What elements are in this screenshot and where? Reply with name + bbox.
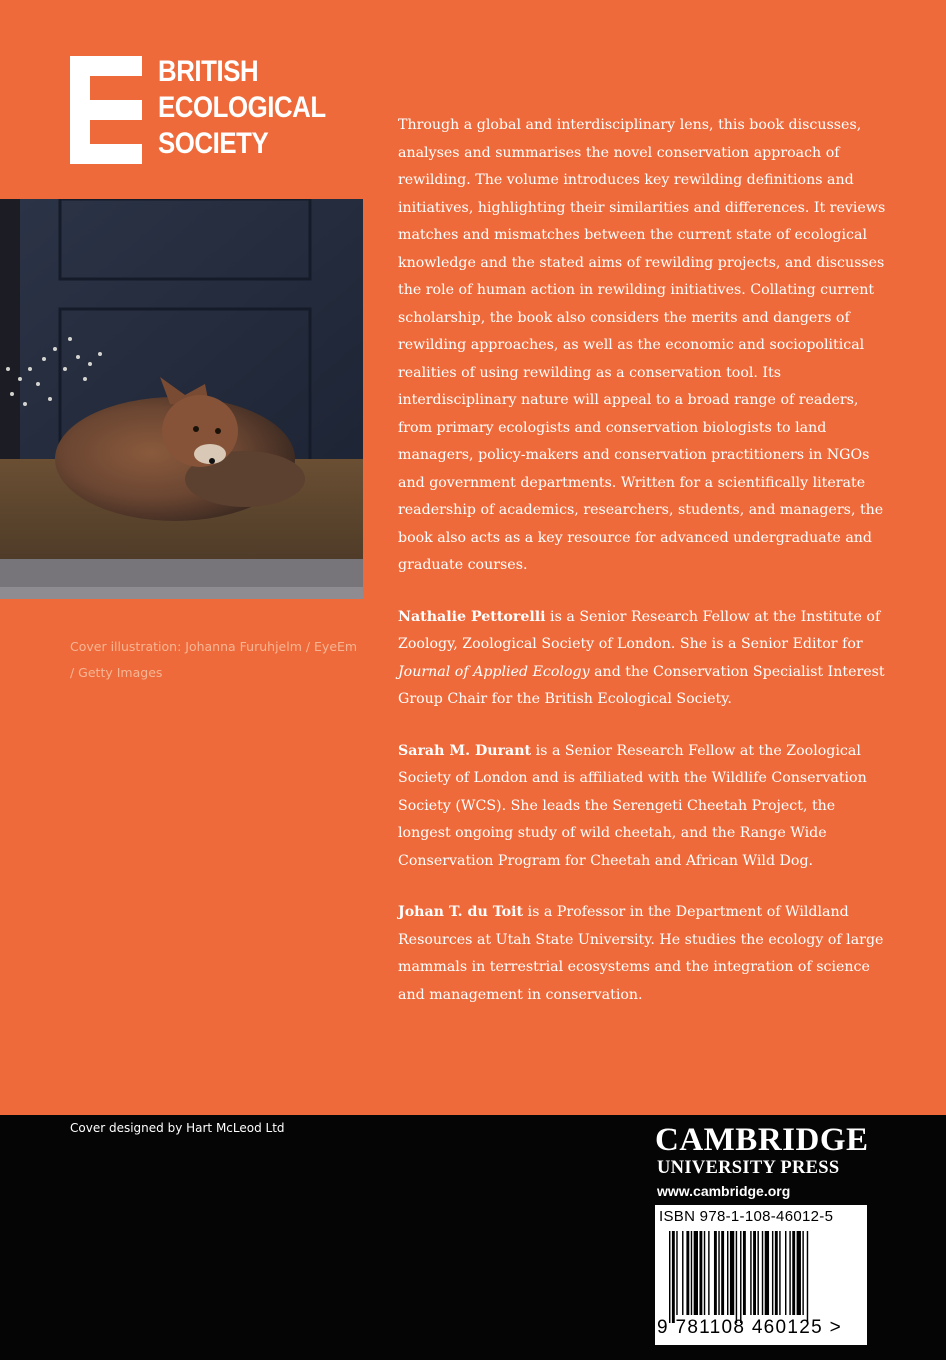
barcode-bar	[765, 1231, 769, 1315]
barcode-bar	[708, 1231, 709, 1315]
barcode-bar	[743, 1231, 746, 1315]
barcode-bar	[802, 1231, 803, 1315]
barcode-bar	[779, 1231, 780, 1315]
barcode-bar	[676, 1231, 677, 1315]
publisher-subname: UNIVERSITY PRESS	[657, 1158, 840, 1178]
isbn-label: ISBN 978-1-108-46012-5	[659, 1208, 834, 1225]
barcode-bar	[704, 1231, 705, 1315]
bes-logo	[70, 56, 330, 166]
logo-line-2: ECOLOGICAL	[158, 91, 326, 124]
barcode-bar	[775, 1231, 778, 1315]
author-name: Sarah M. Durant	[398, 742, 532, 759]
barcode-bar	[736, 1231, 737, 1323]
barcode-bar	[750, 1231, 751, 1315]
barcode-bar	[721, 1231, 724, 1315]
isbn-barcode	[655, 1205, 867, 1345]
publisher-logo	[655, 1123, 869, 1203]
barcode-bar	[772, 1231, 773, 1315]
journal-title: Journal of Applied Ecology	[398, 663, 590, 680]
logo-line-1: BRITISH	[158, 55, 259, 88]
author-bio-1	[398, 604, 892, 714]
author-bio-text: is a Senior Research Fellow at the Zoological Society of London and is affiliated with the Wildlife Conservation Society (WCS). She leads the Serengeti Cheetah Project, the longest ongoing study of wild cheetah, and the Range Wide Conservation Program for Cheetah and African Wild Dog.	[398, 742, 867, 869]
barcode-bar	[718, 1231, 719, 1315]
barcode-digits: 9 781108 460125 >	[657, 1317, 842, 1338]
barcode-bar	[669, 1231, 670, 1323]
barcode-bar	[682, 1231, 683, 1315]
barcode-bar	[727, 1231, 728, 1315]
barcode-bar	[672, 1231, 675, 1323]
author-name: Johan T. du Toit	[398, 904, 524, 920]
barcode-bar	[757, 1231, 758, 1315]
fox-photo	[0, 199, 363, 599]
barcode-bar	[691, 1231, 692, 1315]
barcode-bar	[807, 1231, 808, 1323]
cover-credit: Cover illustration: Johanna Furuhjelm / EyeEm / Getty Images	[70, 639, 358, 680]
author-bio-3	[398, 899, 892, 1009]
author-bio-text: is a Professor in the Department of Wildland Resources at Utah State University. He studies the ecology of large mammals in terrestrial ecosystems and the integration of science and management in conservation.	[398, 904, 884, 1003]
logo-line-3: SOCIETY	[158, 127, 269, 160]
author-bio-text: and the Conservation Specialist Interest Group Chair for the British Ecological Society.	[398, 663, 885, 707]
author-bio-2	[398, 738, 892, 876]
bes-e-logo-icon	[70, 56, 142, 164]
barcode-bar	[797, 1231, 801, 1315]
barcode-bar	[686, 1231, 689, 1315]
barcode-bars	[669, 1231, 861, 1323]
barcode-bar	[785, 1231, 786, 1315]
barcode-bar	[753, 1231, 756, 1315]
barcode-bar	[789, 1231, 790, 1315]
footer-band	[0, 1115, 946, 1360]
barcode-bar	[740, 1231, 741, 1323]
book-blurb: Through a global and interdisciplinary lens, this book discusses, analyses and summarises the novel conservation approach of rewilding. The volume introduces key rewilding definitions and initiatives, highlighting their similarities and differences. It reviews matches and mismatches between the current state of ecological knowledge and the stated aims of rewilding projects, and discusses the role of human action in rewilding initiatives. Collating current scholarship, the book also considers the merits and dangers of rewilding approaches, as well as the economic and sociopolitical realities of using rewilding as a conservation tool. Its interdisciplinary nature will appeal to a broad range of readers, from primary ecologists and conservation biologists to land managers, policy-makers and conservation practitioners in NGOs and government departments. Written for a scientifically literate readership of academics, researchers, students, and managers, the book also acts as a key resource for advanced undergraduate and graduate courses.	[398, 117, 886, 573]
author-name: Nathalie Pettorelli	[398, 608, 546, 625]
barcode-bar	[762, 1231, 763, 1315]
barcode-bar	[792, 1231, 795, 1315]
barcode-bar	[699, 1231, 702, 1315]
publisher-name: CAMBRIDGE	[655, 1122, 869, 1158]
designer-credit: Cover designed by Hart McLeod Ltd	[70, 1121, 285, 1135]
back-cover-text	[398, 112, 892, 1033]
publisher-website: www.cambridge.org	[657, 1183, 791, 1199]
barcode-bar	[714, 1231, 717, 1315]
bes-logo-text	[158, 54, 326, 162]
author-bio-text: is a Senior Research Fellow at the Institute of Zoology, Zoological Society of London. She is a Senior Editor for	[398, 608, 881, 652]
barcode-bar	[730, 1231, 734, 1315]
barcode-bar	[694, 1231, 698, 1315]
